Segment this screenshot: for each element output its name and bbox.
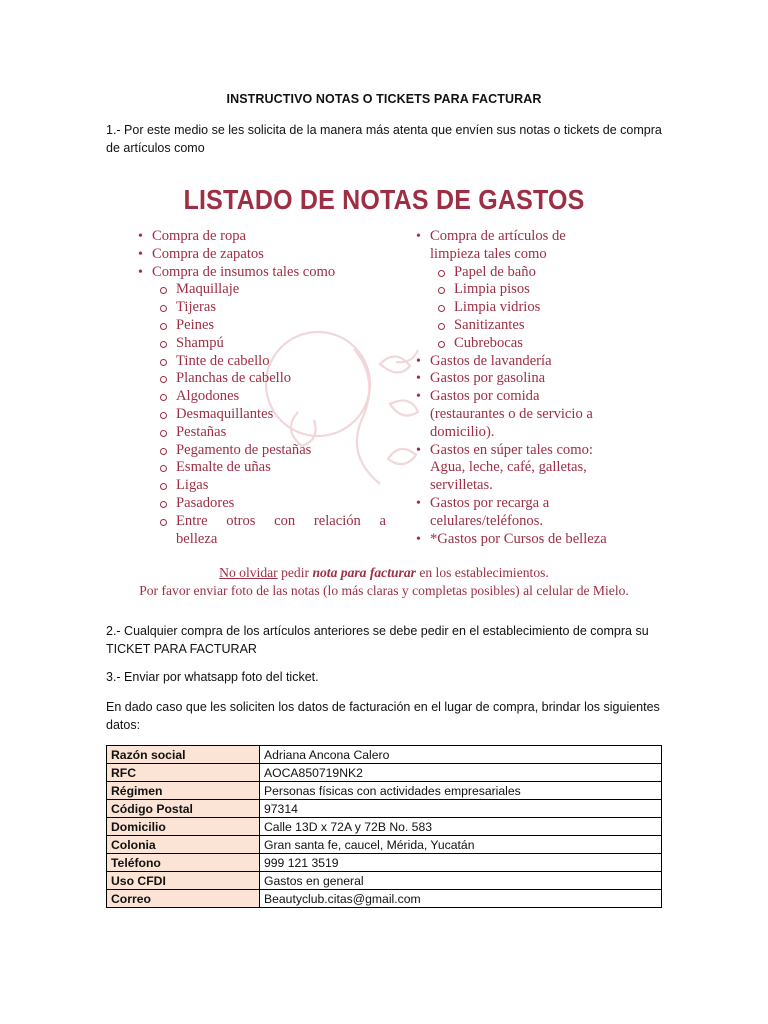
table-label-cell: Uso CFDI [107, 872, 260, 890]
sub-list-item: Pestañas [136, 424, 386, 442]
sub-list-item: Limpia pisos [414, 281, 639, 299]
list-item-text: Gastos por recarga a [430, 494, 550, 511]
expense-list-image [118, 174, 650, 606]
paragraph-1: 1.- Por este medio se les solicita de la manera más atenta que envíen sus notas o tickets de compra de artículos como [106, 123, 662, 155]
table-value-cell: Calle 13D x 72A y 72B No. 583 [260, 818, 662, 836]
table-value-cell: Personas físicas con actividades empresariales [260, 782, 662, 800]
sub-list-item: Sanitizantes [414, 317, 639, 335]
table-label-cell: Teléfono [107, 854, 260, 872]
list-item-text: Gastos en súper tales como: [430, 441, 593, 458]
table-value-cell: Beautyclub.citas@gmail.com [260, 890, 662, 908]
sub-list-item: Papel de baño [414, 264, 639, 282]
table-row [107, 782, 662, 800]
list-item-text: servilletas. [430, 477, 493, 494]
paragraph-3: 3.- Enviar por whatsapp foto del ticket. [106, 670, 319, 684]
list-item: • Compra de ropa [136, 228, 386, 246]
list-item: • Gastos de lavandería [414, 353, 639, 371]
table-row [107, 854, 662, 872]
list-item-text: limpieza tales como [430, 245, 547, 262]
list-item [414, 442, 639, 495]
list-item-text: domicilio). [430, 423, 495, 440]
list-item [414, 495, 639, 531]
table-row [107, 764, 662, 782]
table-row [107, 818, 662, 836]
sub-list-item: Limpia vidrios [414, 299, 639, 317]
sub-list-item: Tinte de cabello [136, 353, 386, 371]
billing-data-table [106, 745, 662, 908]
document-title: INSTRUCTIVO NOTAS O TICKETS PARA FACTURAR [226, 92, 542, 106]
table-value-cell: AOCA850719NK2 [260, 764, 662, 782]
list-item-text: (restaurantes o de servicio a [430, 405, 593, 422]
reminder-underlined-text: No olvidar [219, 565, 278, 580]
reminder-note [118, 564, 650, 581]
sub-list-item: Peines [136, 317, 386, 335]
table-label-cell: Colonia [107, 836, 260, 854]
table-row [107, 800, 662, 818]
table-value-cell: 999 121 3519 [260, 854, 662, 872]
table-label-cell: Domicilio [107, 818, 260, 836]
left-expense-list [136, 228, 386, 548]
sub-list-item: Algodones [136, 388, 386, 406]
table-row [107, 836, 662, 854]
sub-list-item: Tijeras [136, 299, 386, 317]
list-item: • Gastos por gasolina [414, 370, 639, 388]
table-row [107, 890, 662, 908]
table-label-cell: Correo [107, 890, 260, 908]
table-label-cell: RFC [107, 764, 260, 782]
sub-list-item: Ligas [136, 477, 386, 495]
table-label-cell: Régimen [107, 782, 260, 800]
reminder-emphasis-text: nota para facturar [312, 565, 416, 580]
list-item: • Compra de zapatos [136, 246, 386, 264]
table-row [107, 746, 662, 764]
right-expense-list [414, 228, 639, 548]
table-label-cell: Razón social [107, 746, 260, 764]
table-value-cell: 97314 [260, 800, 662, 818]
sub-list-item: Desmaquillantes [136, 406, 386, 424]
table-row [107, 872, 662, 890]
table-value-cell: Gastos en general [260, 872, 662, 890]
reminder-text: en los establecimientos. [415, 565, 549, 580]
list-item-text: Compra de artículos de [430, 228, 566, 244]
list-item-text: Gastos por comida [430, 388, 540, 405]
sub-list-item: Planchas de cabello [136, 370, 386, 388]
sub-list-item: Cubrebocas [414, 335, 639, 353]
sub-list-item: Pegamento de pestañas [136, 442, 386, 460]
list-item-text: celulares/teléfonos. [430, 512, 544, 529]
list-item: • Compra de insumos tales como [136, 264, 386, 282]
photo-instruction-note: Por favor enviar foto de las notas (lo más claras y completas posibles) al celular de Mielo. [139, 583, 629, 598]
sub-list-item: Maquillaje [136, 281, 386, 299]
list-item-text: Agua, leche, café, galletas, [430, 459, 587, 476]
sub-list-item: Esmalte de uñas [136, 459, 386, 477]
sub-list-item: Shampú [136, 335, 386, 353]
list-item: • *Gastos por Cursos de belleza [414, 531, 639, 549]
table-value-cell: Gran santa fe, caucel, Mérida, Yucatán [260, 836, 662, 854]
sub-list-item-continuation: belleza [176, 530, 218, 547]
list-item [414, 388, 639, 441]
panel-heading: LISTADO DE NOTAS DE GASTOS [183, 184, 585, 216]
table-value-cell: Adriana Ancona Calero [260, 746, 662, 764]
paragraph-4: En dado caso que les soliciten los datos de facturación en el lugar de compra, brindar los siguientes datos: [106, 700, 660, 732]
paragraph-2: 2.- Cualquier compra de los artículos anteriores se debe pedir en el establecimiento de compra su TICKET PARA FACTURAR [106, 624, 649, 656]
sub-list-item: Entre otros con relación a [136, 513, 386, 531]
sub-list-item: Pasadores [136, 495, 386, 513]
list-item [414, 228, 639, 264]
reminder-text: pedir [277, 565, 313, 580]
table-label-cell: Código Postal [107, 800, 260, 818]
